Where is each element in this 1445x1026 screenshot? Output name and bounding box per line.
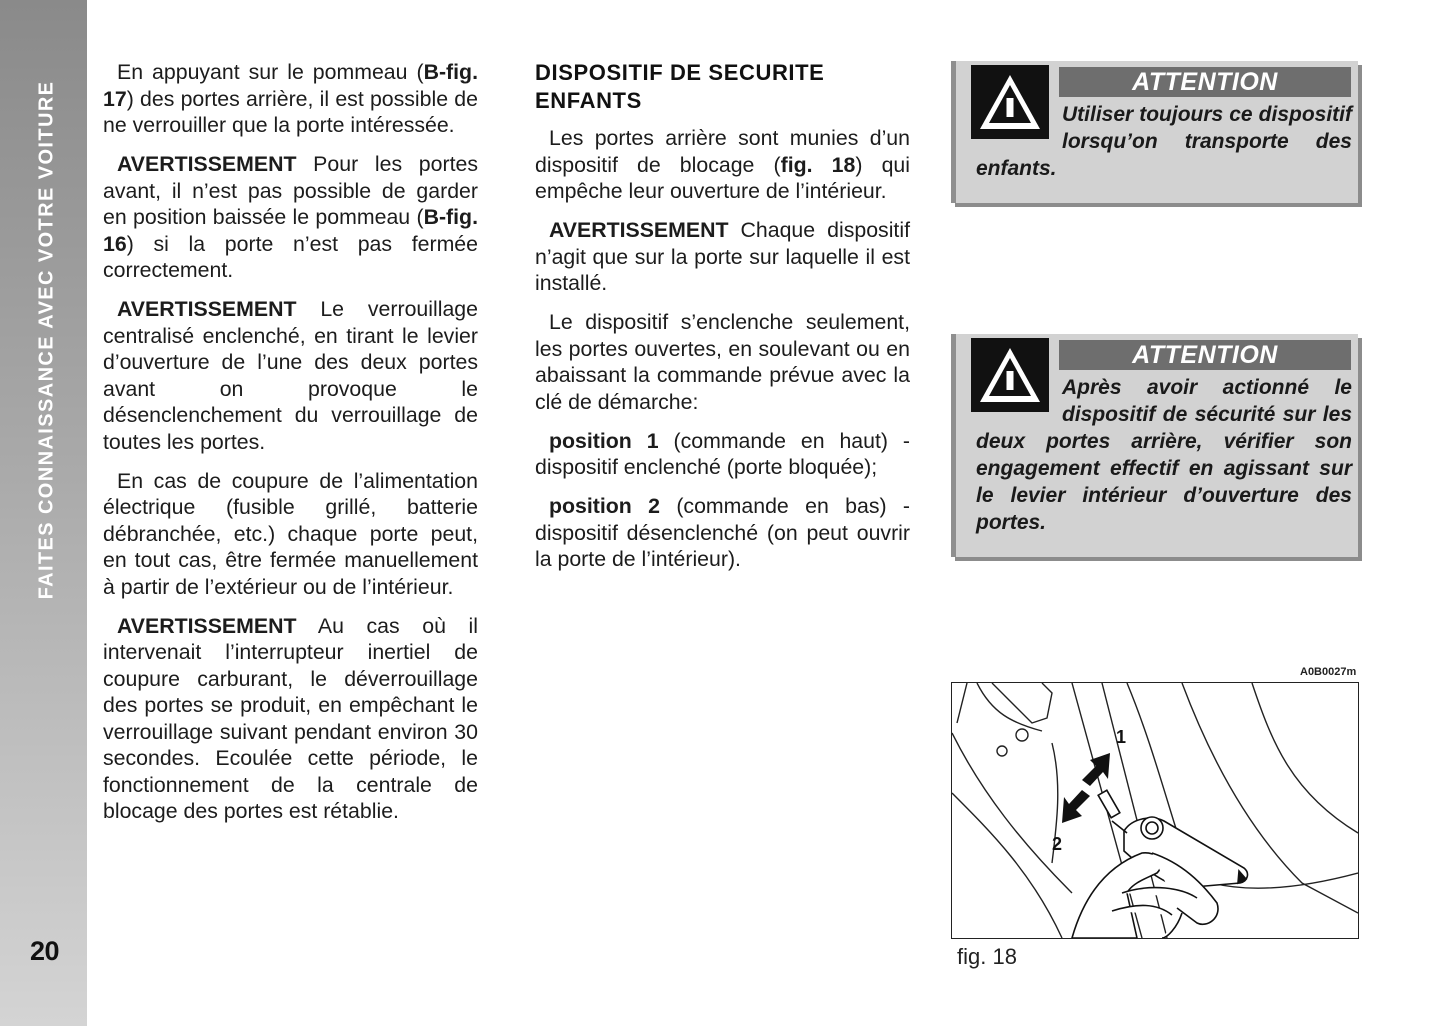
- paragraph: En appuyant sur le pommeau (B-fig. 17) des portes arrière, il est possible de ne verrouiller que la porte intéressée.: [103, 60, 478, 137]
- paragraph: position 1 (commande en haut) - dispositif enclenché (porte bloquée);: [535, 428, 910, 479]
- figure-code: A0B0027m: [1300, 666, 1357, 678]
- warning-title: ATTENTION: [1059, 340, 1351, 370]
- paragraph: AVERTISSEMENT Au cas où il intervenait l’interrupteur inertiel de coupure carburant, le déverrouillage des portes se produit, en empêchant le verrouillage suivant pendant environ 30 secondes. Ecoulée cette période, le fonctionnement de la centrale de blocage des portes est rétablie.: [103, 613, 478, 823]
- paragraph: Les portes arrière sont munies d’un dispositif de blocage (fig. 18) qui empêche leur ouverture de l’intérieur.: [535, 126, 910, 203]
- figure-label-1: 1: [1116, 727, 1127, 747]
- paragraph: Le dispositif s’enclenche seulement, les portes ouvertes, en soulevant ou en abaissant la commande prévue avec la clé de démarche:: [535, 310, 910, 414]
- figure-caption: fig. 18: [957, 944, 1017, 969]
- paragraph: position 2 (commande en bas) - dispositif désenclenché (on peut ouvrir la porte de l’intérieur).: [535, 494, 910, 571]
- warning-box: [951, 61, 1358, 203]
- figure-illustration: [951, 682, 1359, 939]
- figure-label-2: 2: [1052, 834, 1063, 854]
- warning-box: [951, 334, 1358, 557]
- paragraph: En cas de coupure de l’alimentation électrique (fusible grillé, batterie débranchée, etc.) chaque porte peut, en tout cas, être fermée manuellement à partir de l’extérieur ou de l’intérieur.: [103, 468, 478, 599]
- chapter-title: FAITES CONNAISSANCE AVEC VOTRE VOITURE: [35, 80, 58, 600]
- paragraph: AVERTISSEMENT Pour les portes avant, il n’est pas possible de garder en position baissée le pommeau (B-fig. 16) si la porte n’est pas fermée correctement.: [103, 152, 478, 282]
- paragraph: AVERTISSEMENT Chaque dispositif n’agit que sur la porte sur laquelle il est installé.: [535, 218, 910, 295]
- warning-text: Après avoir actionné le dispositif de sécurité sur les deux portes arrière, vérifier son engagement effectif en agissant sur le levier intérieur d’ouverture des portes.: [976, 376, 1352, 534]
- page-number: 20: [30, 936, 60, 966]
- warning-title: ATTENTION: [1059, 67, 1351, 97]
- middle-column: [535, 59, 910, 585]
- paragraph: AVERTISSEMENT Le verrouillage centralisé enclenché, en tirant le levier d’ouverture de l’une des deux portes avant on provoque le désenclenchement du verrouillage de toutes les portes.: [103, 297, 478, 454]
- sidebar: [0, 0, 87, 1026]
- section-heading: DISPOSITIF DE SECURITE ENFANTS: [535, 60, 825, 113]
- child-lock-illustration: [952, 683, 1358, 938]
- left-column: [103, 59, 478, 837]
- warning-text: Utiliser toujours ce dispositif lorsqu’on transporte des enfants.: [976, 103, 1352, 180]
